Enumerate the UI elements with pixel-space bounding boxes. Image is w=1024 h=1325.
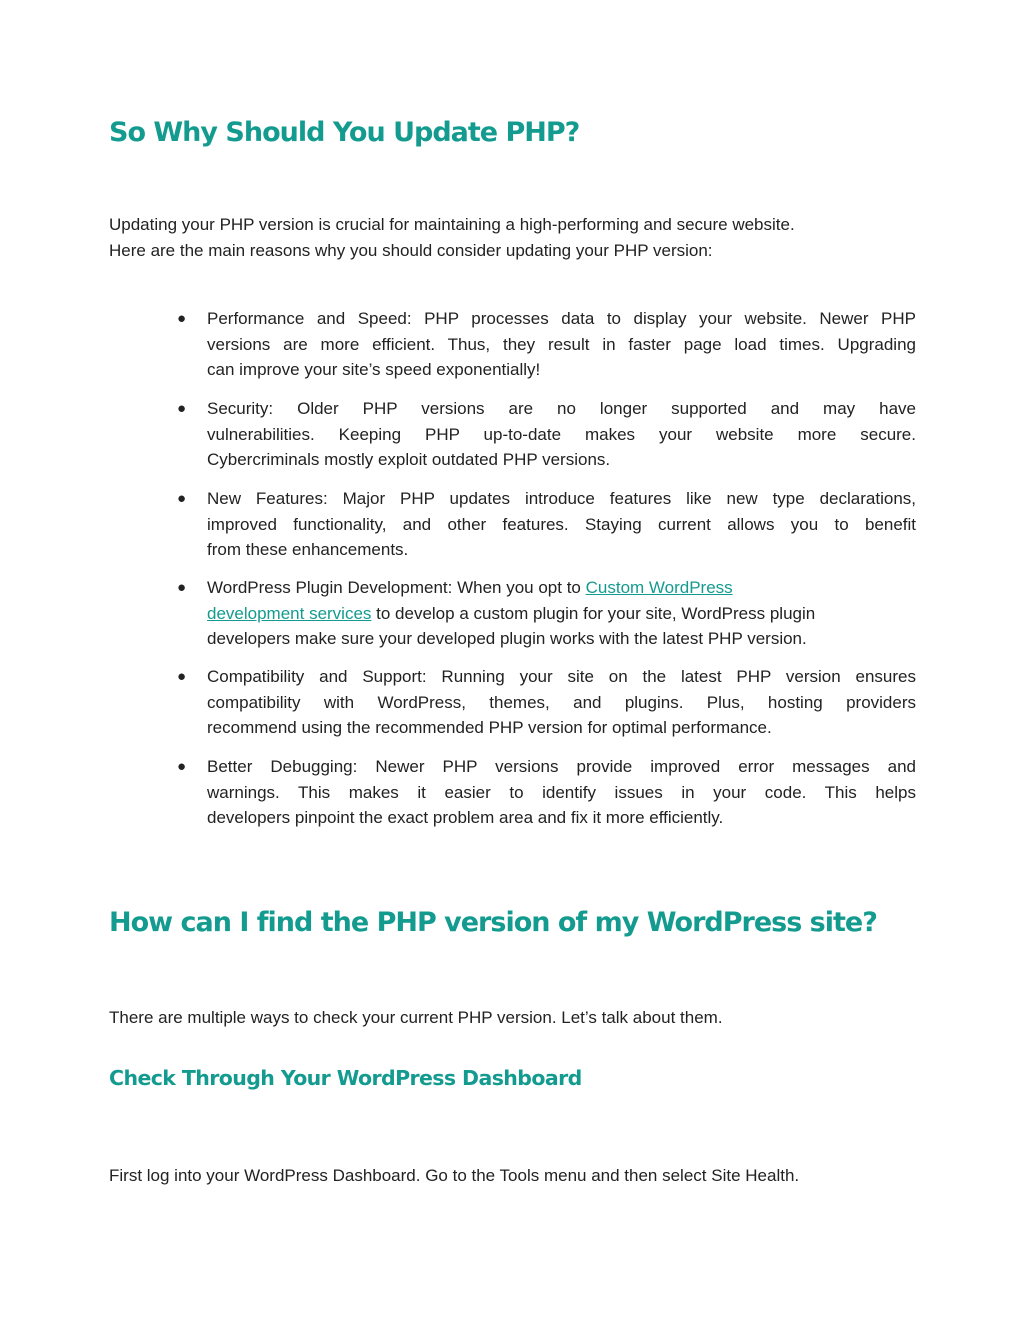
text-line: recommend using the recommended PHP version for optimal performance. bbox=[207, 718, 772, 737]
text-line: vulnerabilities. Keeping PHP up-to-date makes your website more secure. bbox=[207, 424, 916, 444]
intro-line-1: Updating your PHP version is crucial for maintaining a high-performing and secure website. bbox=[109, 215, 795, 234]
intro-line-2: Here are the main reasons why you should consider updating your PHP version: bbox=[109, 241, 713, 260]
ways-paragraph: There are multiple ways to check your current PHP version. Let’s talk about them. bbox=[109, 1008, 723, 1027]
custom-wordpress-link[interactable]: Custom WordPress bbox=[585, 578, 733, 597]
text-line: Compatibility and Support: Running your site on the latest PHP version ensures bbox=[207, 667, 916, 686]
list-item-text bbox=[207, 396, 916, 473]
text-line bbox=[207, 575, 916, 601]
text-line bbox=[207, 601, 916, 627]
text-line: developers make sure your developed plugin works with the latest PHP version. bbox=[207, 629, 807, 648]
intro-paragraph bbox=[109, 212, 795, 264]
development-services-link[interactable]: development services bbox=[207, 603, 372, 623]
bullet-icon: ● bbox=[177, 400, 187, 417]
text-line: New Features: Major PHP updates introduce features like new type declarations, bbox=[207, 489, 916, 508]
text-line: Cybercriminals mostly exploit outdated PHP versions. bbox=[207, 450, 611, 469]
list-item-text bbox=[207, 575, 916, 652]
text-line: versions are more efficient. Thus, they result in faster page load times. Upgrading bbox=[207, 334, 916, 354]
text-line: compatibility with WordPress, themes, and plugins. Plus, hosting providers bbox=[207, 692, 916, 712]
text-line: developers pinpoint the exact problem area and fix it more efficiently. bbox=[207, 808, 724, 827]
bullet-icon: ● bbox=[177, 579, 187, 596]
text-line: Better Debugging: Newer PHP versions provide improved error messages and bbox=[207, 757, 916, 776]
text-segment: to develop a custom plugin for your site, WordPress plugin bbox=[371, 603, 816, 623]
bullet-icon: ● bbox=[177, 310, 187, 327]
heading-why-update-php: So Why Should You Update PHP? bbox=[109, 117, 580, 148]
list-item-text bbox=[207, 306, 916, 383]
text-line: improved functionality, and other features. Staying current allows you to benefit bbox=[207, 514, 916, 534]
text-line: from these enhancements. bbox=[207, 540, 409, 559]
text-line: Performance and Speed: PHP processes data to display your website. Newer PHP bbox=[207, 309, 916, 328]
bullet-icon: ● bbox=[177, 758, 187, 775]
heading-find-php-version: How can I find the PHP version of my WordPress site? bbox=[109, 907, 877, 938]
first-step-paragraph: First log into your WordPress Dashboard. Go to the Tools menu and then select Site Health. bbox=[109, 1166, 800, 1185]
text-line: can improve your site’s speed exponentially! bbox=[207, 360, 541, 379]
list-item-text bbox=[207, 486, 916, 563]
list-item-text bbox=[207, 754, 916, 831]
list-item-text bbox=[207, 664, 916, 741]
bullet-icon: ● bbox=[177, 490, 187, 507]
text-line: Security: Older PHP versions are no longer supported and may have bbox=[207, 399, 916, 418]
text-segment: WordPress Plugin Development: When you opt to bbox=[207, 578, 586, 597]
text-line: warnings. This makes it easier to identify issues in your code. This helps bbox=[207, 782, 916, 802]
bullet-icon: ● bbox=[177, 668, 187, 685]
subheading-dashboard: Check Through Your WordPress Dashboard bbox=[109, 1066, 582, 1090]
